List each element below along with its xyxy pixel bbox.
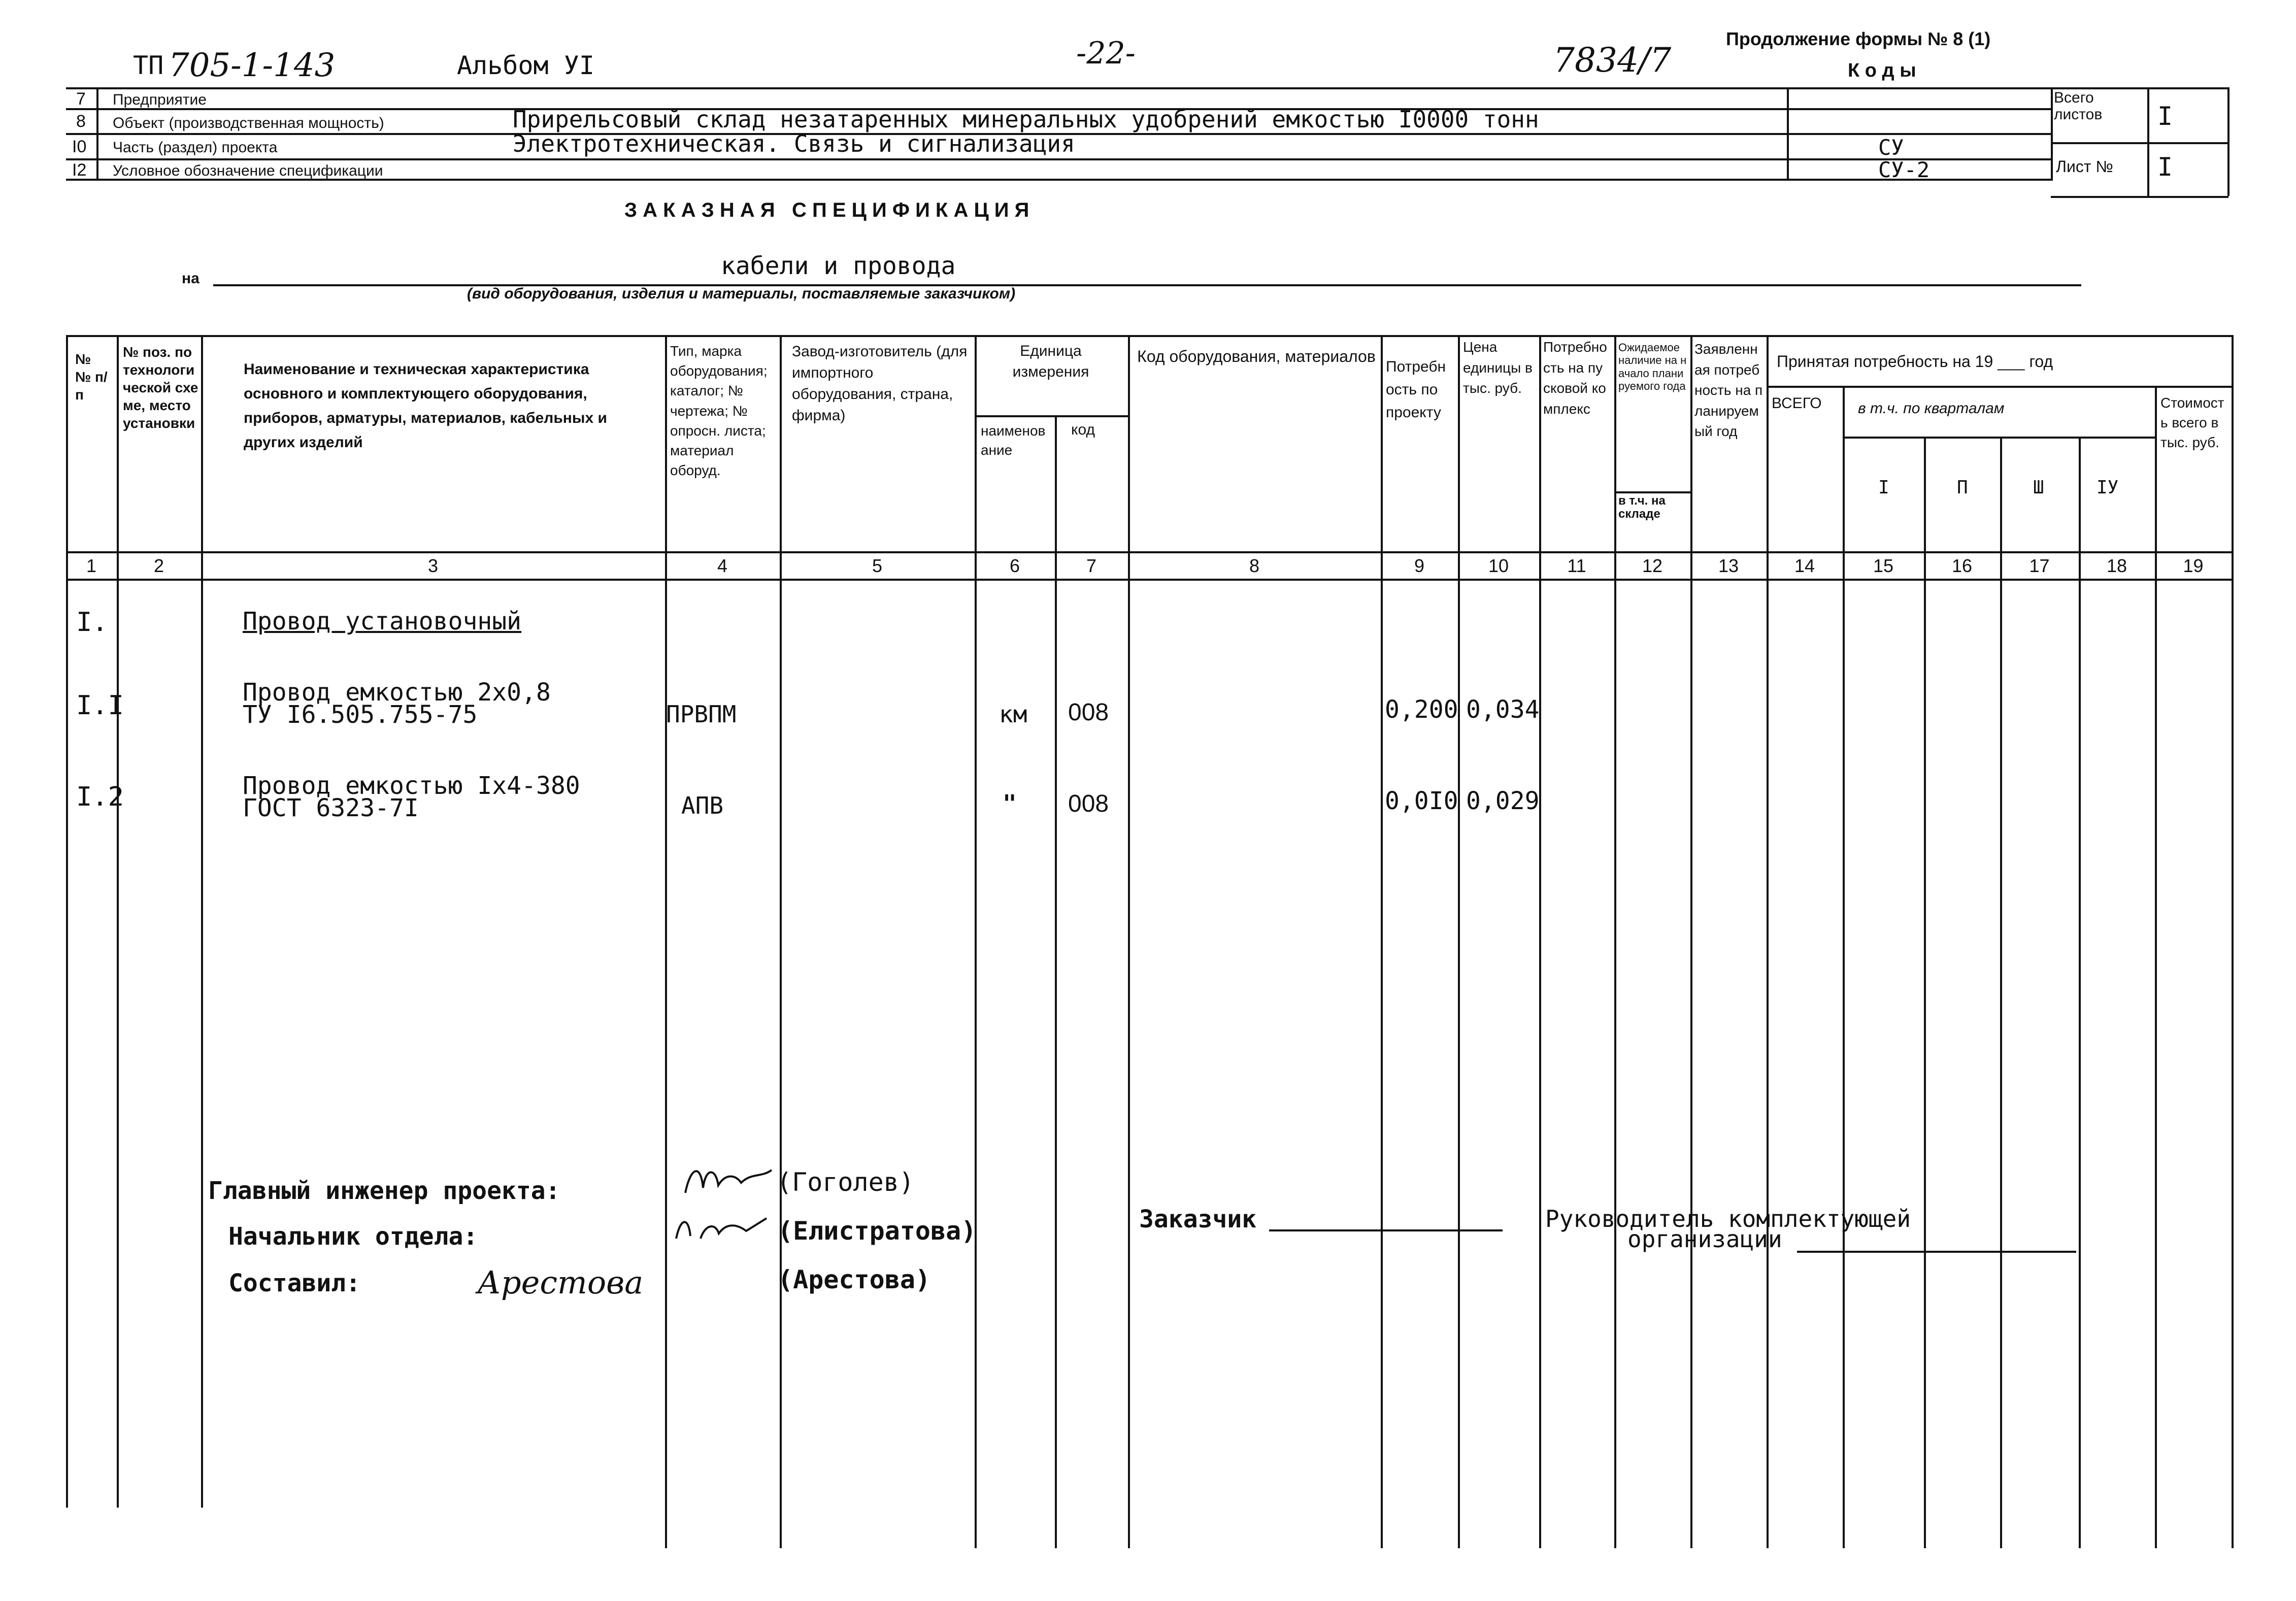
form-continuation: Продолжение формы № 8 (1) [1726,28,1991,49]
col-header-19: Стоимость всего в тыс. руб. [2160,395,2224,451]
subject-text: кабели и провода [721,252,956,280]
row-unit-code: 008 [1068,699,1109,726]
meta-row-code: СУ-2 [1878,157,1930,182]
meta-right-sep [2051,87,2053,181]
doc-number: 7834/7 [1553,41,1672,80]
table-top-line [66,335,2234,337]
total-sheets-label: Всего листов [2054,89,2103,123]
col-header-15-18: в т.ч. по кварталам [1858,400,2005,417]
codes-label: К о д ы [1848,60,1916,81]
col-number: 11 [1567,555,1586,576]
composed-name: (Арестова) [778,1265,931,1294]
col-number: 3 [427,555,439,576]
row-price: 0,029 [1466,787,1540,815]
row-name: Провод емкостью Iх4-380 [243,772,580,800]
spec-title: З А К А З Н А Я С П Е Ц И Ф И К А Ц И Я [624,199,1029,221]
table-header-bottom [66,551,2234,553]
col-sep [2232,335,2234,1548]
col-sep [117,335,119,1508]
col-sep [1767,335,1769,1548]
composed-label: Составил: [228,1269,361,1297]
col-header-12: Ожидаемое наличие на начало планируемого года [1618,341,1687,392]
col-header-13: Заявленная потребность на планируемый год [1694,341,1763,440]
unit-sub-line [975,415,1128,417]
col-sep [2000,437,2002,1548]
row-unit-code: 008 [1068,790,1109,817]
col-sep [1690,335,1692,1548]
na-label: на [182,270,199,287]
meta-row-num: I2 [72,160,87,180]
col-number: 15 [1873,555,1894,576]
col-number: 10 [1488,555,1509,576]
meta-row-label: Часть (раздел) проекта [113,139,278,156]
sheets-box-mid [2051,142,2228,144]
col-sep [1458,335,1460,1548]
col-number: 4 [717,555,728,576]
row-name-line2: ТУ I6.505.755-75 [243,701,478,729]
stock-sub-line [1614,491,1690,493]
quarters-sub-line [1843,437,2155,439]
col-number: 12 [1642,555,1663,576]
col-number: 5 [872,555,883,576]
col-sep [1128,335,1130,1548]
row-need: 0,200 [1385,695,1458,724]
department-head-label: Начальник отдела: [228,1222,478,1251]
tp-number: 705-1-143 [169,47,336,84]
col-header-6-7: Единица измерения [1012,343,1089,380]
col-sep [1055,416,1057,1548]
customer-signature-line [1269,1229,1503,1231]
table-numbers-bottom [66,579,2234,581]
col-number: 14 [1794,555,1815,576]
col-header-2: № поз. по технологической схеме, место установки [123,344,198,431]
col-sep [665,335,667,1548]
meta-row-num: I0 [72,137,87,156]
col-header-12b: в т.ч. на складе [1618,494,1666,521]
col-sep [2079,437,2081,1548]
row-number: I. [76,607,108,638]
meta-row-num: 8 [76,112,86,131]
chief-signature [680,1157,777,1203]
col-header-q2: П [1957,477,1968,498]
col-sep [1539,335,1541,1548]
col-number: 18 [2106,555,2127,576]
col-header-4: Тип, марка оборудования; каталог; № чертежа; № опросн. листа; материал оборуд. [670,343,768,479]
meta-code-sep [1787,87,1789,181]
row-number: I.I [76,690,124,721]
col-header-14-19: Принятая потребность на 19 ___ год [1777,352,2053,371]
col-number: 7 [1086,555,1097,576]
sheet-no-value: I [2157,152,2173,182]
supplier-signature-line [1797,1251,2076,1253]
col-header-5: Завод-изготовитель (для импортного оборудования, страна, фирма) [792,343,968,424]
col-number: 13 [1718,555,1739,576]
row-name: Провод емкостью 2х0,8 [243,678,551,707]
col-number: 2 [153,555,164,576]
album-label: Альбом УI [457,51,594,80]
meta-row-label: Условное обозначение спецификации [113,162,383,179]
row-unit: " [1003,790,1017,817]
meta-row-value: Прирельсовый склад незатаренных минеральных удобрений емкостью I0000 тонн [513,106,1539,133]
sheets-box-bottom [2051,196,2228,198]
col-number: 8 [1249,555,1260,576]
meta-top-line [66,87,2051,89]
page-number: -22- [1076,36,1136,71]
row-type: ПРВПМ [666,701,737,728]
supplier-label-2: организации [1627,1225,1782,1253]
row-unit: км [999,701,1027,728]
tp-label: ТП [133,51,164,80]
col-header-11: Потребность на пусковой комплекс [1543,339,1607,417]
col-header-6: наименование [981,423,1046,458]
customer-label: Заказчик [1139,1205,1257,1233]
head-signature [670,1208,772,1249]
col-sep [1924,437,1926,1548]
col-header-14: ВСЕГО [1772,395,1822,412]
sheet-no-label: Лист № [2056,157,2113,176]
chief-engineer-name: (Гоголев) [777,1168,914,1197]
col-header-3: Наименование и техническая характеристика основного и комплектующего оборудования, приборов, арматуры, материалов, кабельных и других изделий [244,361,607,451]
meta-num-sep [96,87,98,181]
col-sep [975,335,977,1548]
col-header-q1: I [1878,477,1889,498]
col-number: 17 [2029,555,2050,576]
col-header-7: код [1071,421,1095,438]
col-number: 19 [2183,555,2204,576]
col-sep [1381,335,1383,1548]
col-header-9: Потребность по проекту [1386,358,1446,421]
row-need: 0,0I0 [1385,787,1458,815]
col-header-q4: IУ [2097,477,2119,498]
sheets-box-right [2227,87,2230,196]
supplier-label: Руководитель комплектующей [1545,1205,1911,1232]
row-number: I.2 [76,782,124,812]
accepted-sub-line [1767,386,2232,388]
col-number: 1 [86,555,97,576]
meta-row-label: Предприятие [113,91,207,108]
col-number: 16 [1951,555,1973,576]
col-sep [780,335,782,1548]
col-number: 9 [1414,555,1425,576]
composed-signature: Арестова [477,1264,644,1301]
sheets-box-sep [2147,87,2149,196]
meta-row-code: СУ [1878,135,1904,160]
row-name: Провод установочный [243,607,522,636]
col-sep [1614,335,1616,1548]
col-header-q3: Ш [2033,477,2044,498]
row-price: 0,034 [1466,695,1540,724]
col-sep [201,335,203,1508]
col-header-1: № № п/ п [75,351,108,403]
department-head-name: (Елистратова) [778,1216,977,1246]
total-sheets-value: I [2157,102,2173,131]
col-header-10: Цена единицы в тыс. руб. [1463,339,1533,396]
meta-row-label: Объект (производственная мощность) [113,115,384,131]
col-header-8: Код оборудования, материалов [1137,347,1376,365]
meta-row-value: Электротехническая. Связь и сигнализация [513,130,1075,157]
subject-caption: (вид оборудования, изделия и материалы, поставляемые заказчиком) [467,285,1016,302]
col-sep [66,335,68,1508]
col-number: 6 [1009,555,1020,576]
row-type: АПВ [681,792,724,819]
chief-engineer-label: Главный инженер проекта: [208,1177,560,1205]
row-name-line2: ГОСТ 6323-7I [243,794,419,822]
meta-line-3 [66,158,2051,160]
meta-row-num: 7 [76,89,86,109]
